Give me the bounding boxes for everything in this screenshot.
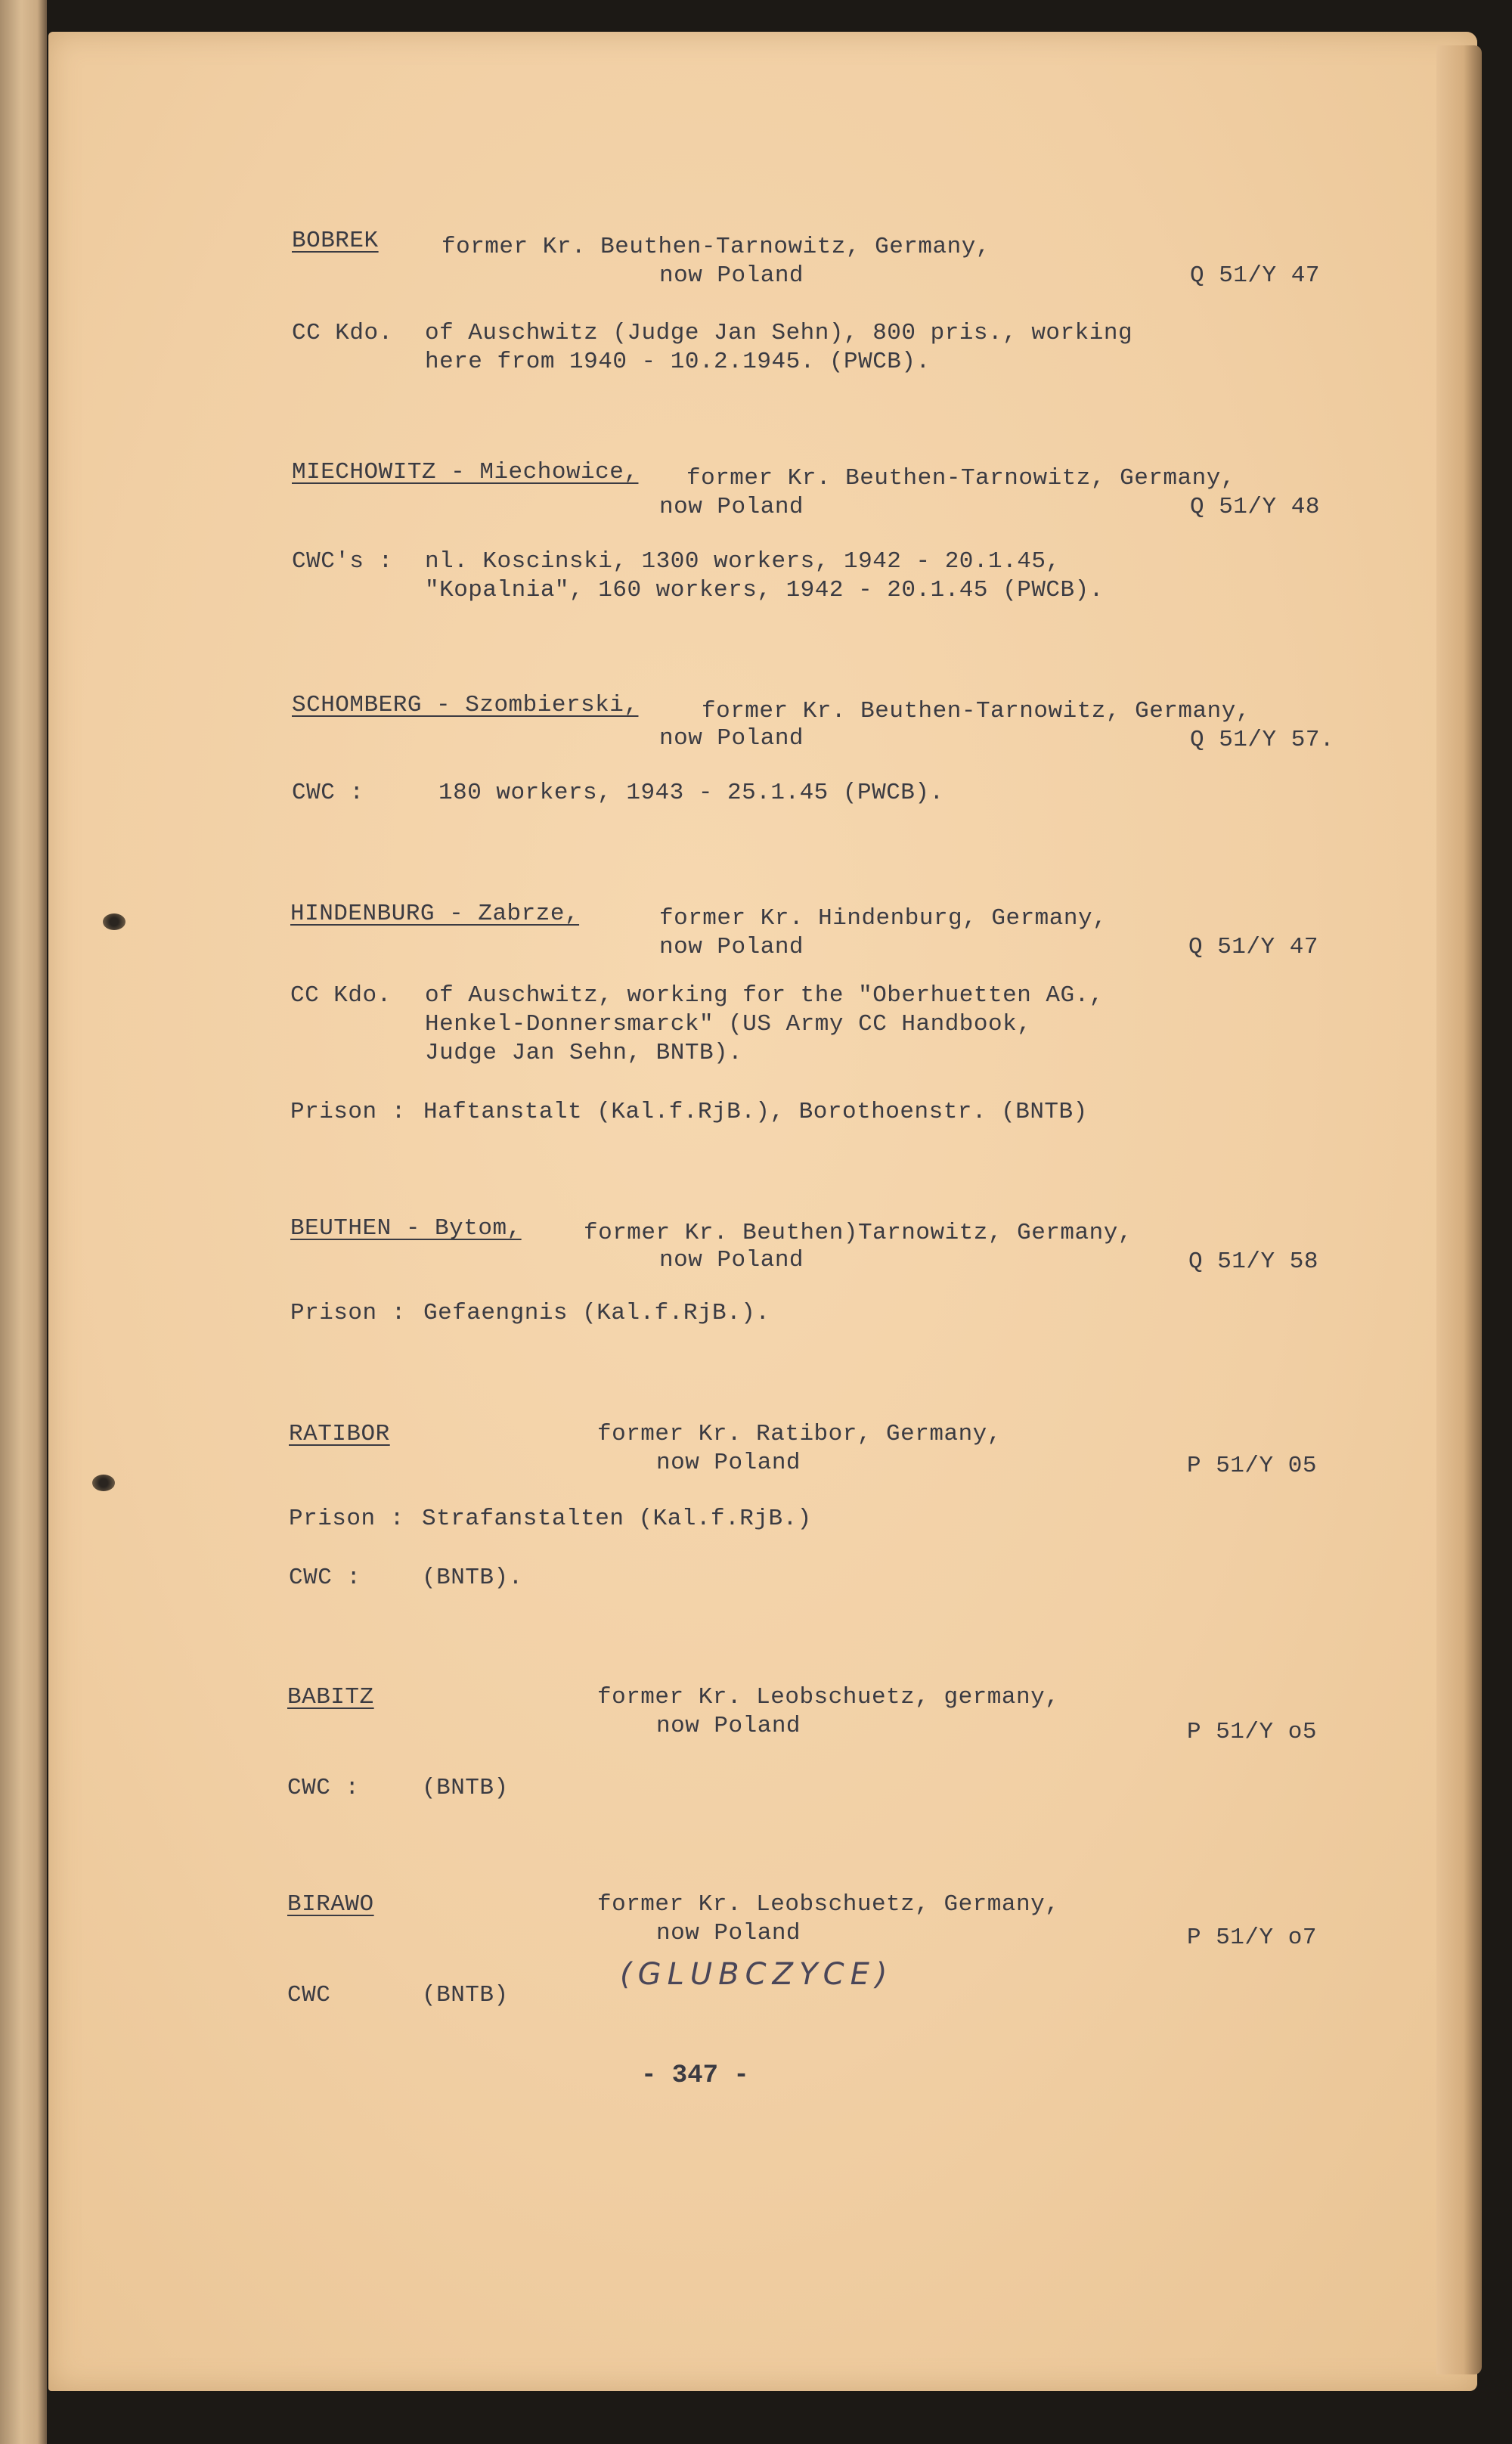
row-line: Judge Jan Sehn, BNTB). <box>425 1040 743 1066</box>
former-location: former Kr. Beuthen-Tarnowitz, Germany, <box>686 465 1235 492</box>
row-line: here from 1940 - 10.2.1945. (PWCB). <box>425 349 931 375</box>
row-line: of Auschwitz (Judge Jan Sehn), 800 pris., working <box>425 320 1133 346</box>
previous-page-edge <box>0 0 47 2444</box>
current-country: now Poland <box>656 1920 801 1946</box>
map-reference: Q 51/Y 47 <box>1190 262 1320 289</box>
row-label: CWC's : <box>292 548 393 575</box>
former-location: former Kr. Beuthen-Tarnowitz, Germany, <box>702 698 1250 724</box>
former-location: former Kr. Beuthen)Tarnowitz, Germany, <box>584 1220 1132 1246</box>
place-name: BOBREK <box>292 228 379 254</box>
former-location: former Kr. Leobschuetz, Germany, <box>597 1891 1060 1918</box>
place-name: BABITZ <box>287 1684 374 1710</box>
row-line: Gefaengnis (Kal.f.RjB.). <box>423 1300 770 1326</box>
row-label: CWC : <box>287 1775 360 1801</box>
row-line: (BNTB). <box>422 1565 523 1591</box>
map-reference: Q 51/Y 58 <box>1188 1248 1318 1275</box>
map-reference: P 51/Y o5 <box>1187 1719 1317 1745</box>
place-name: BEUTHEN - Bytom, <box>290 1215 522 1242</box>
row-label: CWC : <box>289 1565 361 1591</box>
page-number: - 347 - <box>641 2061 749 2090</box>
map-reference: Q 51/Y 57. <box>1190 727 1335 753</box>
row-label: Prison : <box>289 1506 404 1532</box>
row-line: (BNTB) <box>422 1982 509 2008</box>
document-page <box>48 32 1477 2391</box>
row-label: CWC : <box>292 780 364 806</box>
row-label: CC Kdo. <box>292 320 393 346</box>
map-reference: Q 51/Y 48 <box>1190 494 1320 520</box>
row-line: (BNTB) <box>422 1775 509 1801</box>
row-line: nl. Koscinski, 1300 workers, 1942 - 20.1.45, <box>425 548 1061 575</box>
former-location: former Kr. Hindenburg, Germany, <box>659 905 1108 932</box>
binding-hole <box>92 1475 115 1491</box>
map-reference: P 51/Y 05 <box>1187 1453 1317 1479</box>
current-country: now Poland <box>659 494 804 520</box>
former-location: former Kr. Beuthen-Tarnowitz, Germany, <box>442 234 990 260</box>
page-stack-edge <box>1436 45 1482 2374</box>
row-line: of Auschwitz, working for the "Oberhuetten AG., <box>425 982 1104 1009</box>
current-country: now Poland <box>659 1247 804 1273</box>
row-label: CC Kdo. <box>290 982 392 1009</box>
current-country: now Poland <box>659 725 804 752</box>
current-country: now Poland <box>656 1713 801 1739</box>
place-name: HINDENBURG - Zabrze, <box>290 901 580 927</box>
map-reference: Q 51/Y 47 <box>1188 934 1318 960</box>
handwritten-annotation: (GLUBCZYCE) <box>620 1957 894 1992</box>
map-reference: P 51/Y o7 <box>1187 1924 1317 1951</box>
row-line: Strafanstalten (Kal.f.RjB.) <box>422 1506 812 1532</box>
row-line: Haftanstalt (Kal.f.RjB.), Borothoenstr. (BNTB) <box>423 1099 1088 1125</box>
former-location: former Kr. Ratibor, Germany, <box>597 1421 1002 1447</box>
row-line: 180 workers, 1943 - 25.1.45 (PWCB). <box>438 780 944 806</box>
binding-hole <box>103 913 125 930</box>
place-name: BIRAWO <box>287 1891 374 1918</box>
row-label: Prison : <box>290 1300 406 1326</box>
former-location: former Kr. Leobschuetz, germany, <box>597 1684 1060 1710</box>
row-line: "Kopalnia", 160 workers, 1942 - 20.1.45 (PWCB). <box>425 577 1104 603</box>
row-line: Henkel-Donnersmarck" (US Army CC Handbook, <box>425 1011 1032 1037</box>
row-label: CWC <box>287 1982 331 2008</box>
place-name: SCHOMBERG - Szombierski, <box>292 692 639 718</box>
place-name: RATIBOR <box>289 1421 390 1447</box>
current-country: now Poland <box>656 1450 801 1476</box>
place-name: MIECHOWITZ - Miechowice, <box>292 459 639 485</box>
current-country: now Poland <box>659 934 804 960</box>
current-country: now Poland <box>659 262 804 289</box>
row-label: Prison : <box>290 1099 406 1125</box>
